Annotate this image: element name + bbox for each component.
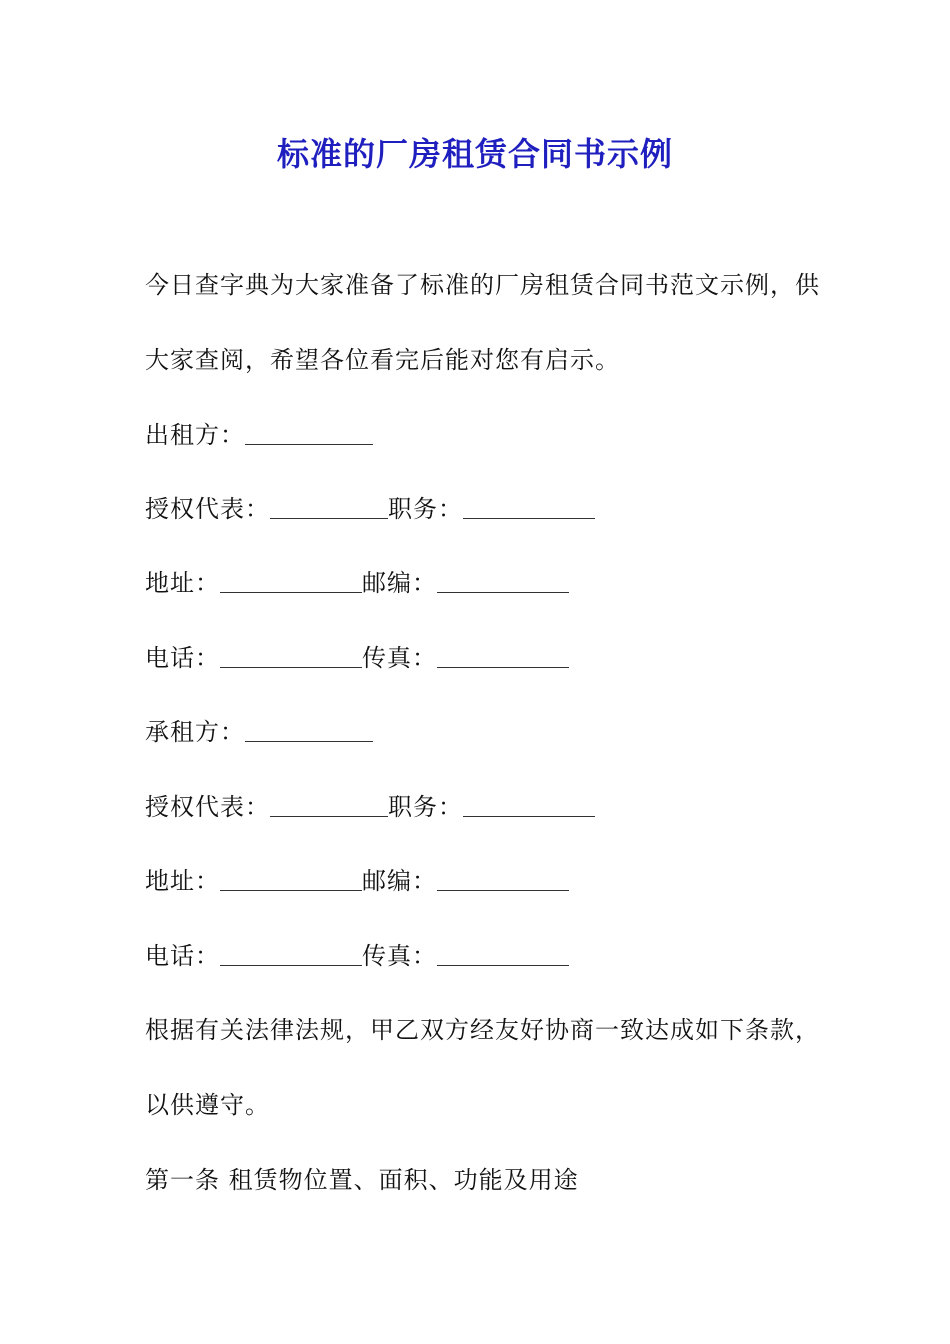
lessor-rep-line	[145, 492, 825, 526]
lessee-address-blank	[220, 868, 362, 891]
intro-line-2: 大家查阅，希望各位看完后能对您有启示。	[145, 346, 620, 374]
lessee-fax-label: 传真：	[362, 942, 437, 970]
lessee-position-blank	[463, 794, 595, 817]
lessee-rep-label: 授权代表：	[145, 793, 270, 821]
lessor-party-line	[145, 418, 825, 452]
lessee-rep-line	[145, 790, 825, 824]
lessee-rep-blank	[270, 794, 388, 817]
lessor-phone-label: 电话：	[145, 644, 220, 672]
lessee-address-line	[145, 864, 825, 898]
lessee-name-blank	[245, 719, 373, 742]
lessee-phone-line	[145, 939, 825, 973]
lessor-phone-line	[145, 641, 825, 675]
lessor-postcode-blank	[437, 570, 569, 593]
lessor-postcode-label: 邮编：	[362, 569, 437, 597]
lessor-name-blank	[245, 422, 373, 445]
lessor-fax-blank	[437, 645, 569, 668]
lessee-postcode-blank	[437, 868, 569, 891]
lessee-position-label: 职务：	[388, 793, 463, 821]
lessor-position-label: 职务：	[388, 495, 463, 523]
intro-line-1: 今日查字典为大家准备了标准的厂房租赁合同书范文示例，供	[145, 271, 820, 299]
lessee-address-label: 地址：	[145, 867, 220, 895]
lessor-rep-blank	[270, 496, 388, 519]
lessor-party-label: 出租方：	[145, 421, 245, 449]
lessor-address-blank	[220, 570, 362, 593]
lessee-fax-blank	[437, 943, 569, 966]
lessor-rep-label: 授权代表：	[145, 495, 270, 523]
lessee-phone-blank	[220, 943, 362, 966]
lessor-address-line	[145, 566, 825, 600]
article-1-heading: 第一条 租赁物位置、面积、功能及用途	[145, 1166, 579, 1194]
agreement-line-2: 以供遵守。	[145, 1091, 270, 1119]
lessee-party-label: 承租方：	[145, 718, 245, 746]
lessee-phone-label: 电话：	[145, 942, 220, 970]
document-title: 标准的厂房租赁合同书示例	[276, 135, 673, 173]
lessor-position-blank	[463, 496, 595, 519]
lessor-phone-blank	[220, 645, 362, 668]
lessee-party-line	[145, 715, 825, 749]
lessee-postcode-label: 邮编：	[362, 867, 437, 895]
lessor-fax-label: 传真：	[362, 644, 437, 672]
lessor-address-label: 地址：	[145, 569, 220, 597]
agreement-line-1: 根据有关法律法规，甲乙双方经友好协商一致达成如下条款，	[145, 1016, 820, 1044]
